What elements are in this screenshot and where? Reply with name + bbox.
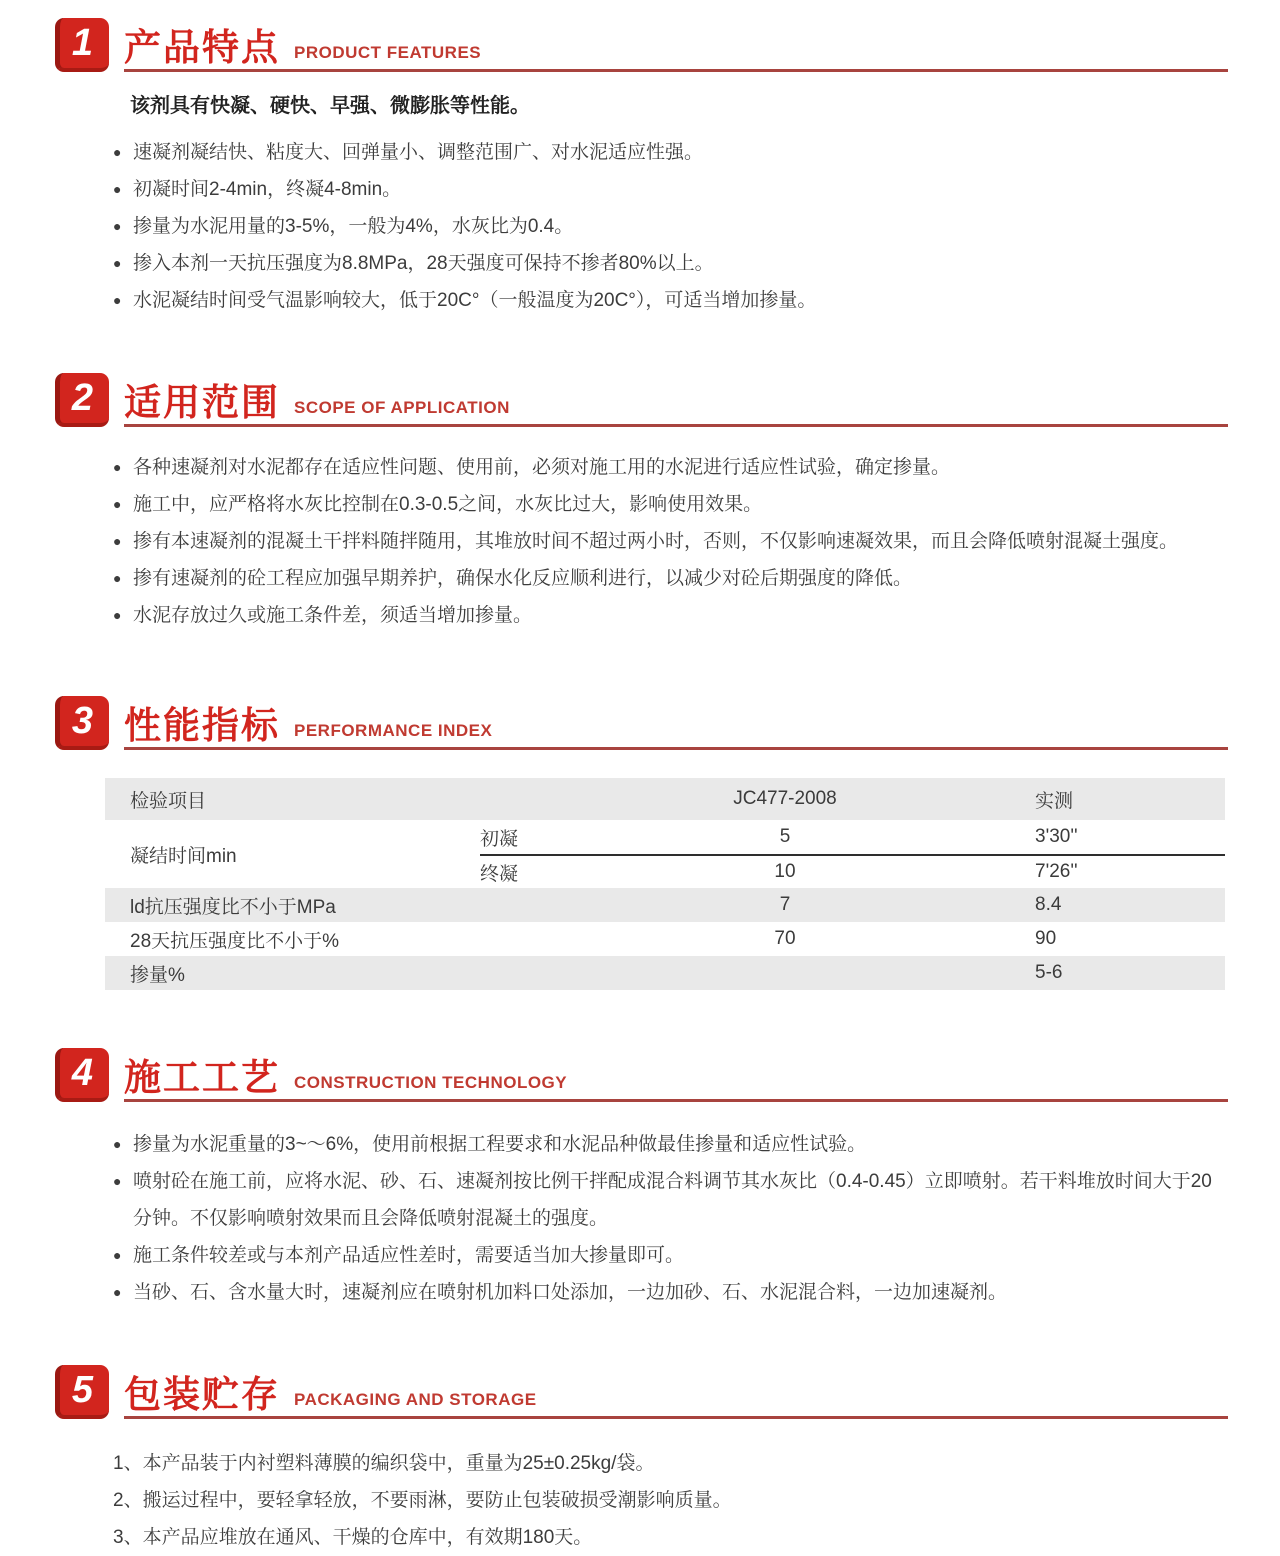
row-standard-value: 70 — [774, 928, 796, 949]
section-title-cn: 适用范围 — [124, 382, 280, 423]
bullet-item — [113, 449, 1225, 486]
bullet-text: 各种速凝剂对水泥都存在适应性问题、使用前，必须对施工用的水泥进行适应性试验，确定掺量。 — [133, 457, 951, 478]
section-number-badge — [55, 373, 109, 427]
performance-table — [105, 778, 1225, 990]
header-cell-item: 检验项目 — [130, 790, 207, 812]
subrow-measured-value: 7'26'' — [1035, 861, 1078, 882]
bullet-text: 当砂、石、含水量大时，速凝剂应在喷射机加料口处添加，一边加砂、石、水泥混合料，一边加速凝剂。 — [133, 1282, 1008, 1303]
row-label: ld抗压强度比不小于MPa — [130, 896, 336, 918]
bullet-text: 速凝剂凝结快、粘度大、回弹量小、调整范围广、对水泥适应性强。 — [133, 142, 704, 163]
features-bullet-list — [113, 134, 1225, 319]
bullet-text: 水泥凝结时间受气温影响较大，低于20C°（一般温度为20C°），可适当增加掺量。 — [133, 290, 817, 311]
bullet-item — [113, 1163, 1225, 1237]
section-title-en: PRODUCT FEATURES — [294, 43, 482, 62]
bullet-dot-icon: ● — [113, 1136, 122, 1152]
subrow-label: 初凝 — [480, 828, 519, 850]
bullet-item — [113, 208, 1225, 245]
section-title-en: SCOPE OF APPLICATION — [294, 398, 510, 417]
table-group-row-setting-time — [105, 820, 1225, 888]
bullet-dot-icon: ● — [113, 496, 122, 512]
section-title-underline — [124, 373, 1228, 427]
table-row — [105, 888, 1225, 922]
bullet-dot-icon: ● — [113, 144, 122, 160]
bullet-dot-icon: ● — [113, 1247, 122, 1263]
scope-bullet-list — [113, 449, 1225, 634]
subrow-label: 终凝 — [480, 863, 519, 885]
bullet-dot-icon: ● — [113, 1173, 122, 1189]
features-intro: 该剂具有快凝、硬快、早强、微膨胀等性能。 — [130, 95, 530, 117]
bullet-dot-icon: ● — [113, 181, 122, 197]
numbered-item: 3、本产品应堆放在通风、干燥的仓库中，有效期180天。 — [113, 1527, 593, 1548]
bullet-dot-icon: ● — [113, 218, 122, 234]
bullet-dot-icon: ● — [113, 1284, 122, 1300]
table-row — [105, 922, 1225, 956]
bullet-item — [113, 282, 1225, 319]
table-row — [105, 956, 1225, 990]
section-title-cn: 性能指标 — [124, 705, 280, 746]
table-subrow-initial-set — [480, 820, 1225, 854]
subrow-standard-value: 10 — [774, 861, 796, 882]
bullet-text: 水泥存放过久或施工条件差，须适当增加掺量。 — [133, 605, 533, 626]
construction-bullet-list — [113, 1126, 1225, 1311]
group-row-subrows — [480, 820, 1225, 888]
section-number: 1 — [71, 21, 94, 64]
section-title-en: PACKAGING AND STORAGE — [294, 1390, 537, 1409]
bullet-item — [113, 597, 1225, 634]
section-header — [55, 18, 1228, 72]
bullet-item — [113, 1237, 1225, 1274]
bullet-text: 掺量为水泥重量的3~～6%，使用前根据工程要求和水泥品种做最佳掺量和适应性试验。 — [133, 1134, 867, 1155]
section-header — [55, 373, 1228, 427]
packaging-list — [113, 1445, 1225, 1556]
bullet-dot-icon: ● — [113, 292, 122, 308]
bullet-item — [113, 560, 1225, 597]
bullet-text: 掺入本剂一天抗压强度为8.8MPa，28天强度可保持不掺者80%以上。 — [133, 253, 714, 274]
row-measured-value: 8.4 — [1035, 894, 1062, 915]
header-cell-standard: JC477-2008 — [733, 788, 837, 809]
row-measured-value: 90 — [1035, 928, 1057, 949]
section-title-en: PERFORMANCE INDEX — [294, 721, 493, 740]
numbered-item: 2、搬运过程中，要轻拿轻放，不要雨淋，要防止包装破损受潮影响质量。 — [113, 1490, 732, 1511]
bullet-item — [113, 1126, 1225, 1163]
table-subrow-final-set — [480, 854, 1225, 888]
table-header-row — [105, 778, 1225, 820]
bullet-dot-icon: ● — [113, 607, 122, 623]
section-title-en: CONSTRUCTION TECHNOLOGY — [294, 1073, 568, 1092]
section-construction-technology — [0, 1048, 1280, 1311]
bullet-item — [113, 1274, 1225, 1311]
section-title-underline — [124, 696, 1228, 750]
bullet-text: 掺有速凝剂的砼工程应加强早期养护，确保水化反应顺利进行，以减少对砼后期强度的降低。 — [133, 568, 913, 589]
section-number: 5 — [71, 1368, 94, 1411]
bullet-dot-icon: ● — [113, 533, 122, 549]
bullet-text: 施工中，应严格将水灰比控制在0.3-0.5之间，水灰比过大，影响使用效果。 — [133, 494, 763, 515]
section-number-badge — [55, 1365, 109, 1419]
section-number: 2 — [71, 376, 94, 419]
bullet-item — [113, 171, 1225, 208]
section-title-cn: 施工工艺 — [124, 1057, 280, 1098]
bullet-text: 掺有本速凝剂的混凝土干拌料随拌随用，其堆放时间不超过两小时，否则，不仅影响速凝效果，而且会降低喷射混凝土强度。 — [133, 531, 1179, 552]
bullet-dot-icon: ● — [113, 459, 122, 475]
section-header — [55, 1048, 1228, 1102]
section-header — [55, 1365, 1228, 1419]
section-title-cn: 包装贮存 — [124, 1374, 280, 1415]
bullet-text: 施工条件较差或与本剂产品适应性差时，需要适当加大掺量即可。 — [133, 1245, 685, 1266]
bullet-dot-icon: ● — [113, 570, 122, 586]
bullet-text: 初凝时间2-4min，终凝4-8min。 — [133, 179, 402, 200]
header-cell-measured: 实测 — [1035, 790, 1074, 812]
bullet-dot-icon: ● — [113, 255, 122, 271]
section-packaging-storage — [0, 1365, 1280, 1556]
row-measured-value: 5-6 — [1035, 962, 1063, 983]
section-performance-index — [0, 696, 1280, 990]
bullet-item — [113, 134, 1225, 171]
section-header — [55, 696, 1228, 750]
subrow-measured-value: 3'30'' — [1035, 826, 1078, 847]
subrow-standard-value: 5 — [779, 826, 791, 847]
section-scope-of-application — [0, 373, 1280, 634]
section-number-badge — [55, 696, 109, 750]
numbered-item: 1、本产品装于内衬塑料薄膜的编织袋中，重量为25±0.25kg/袋。 — [113, 1453, 655, 1474]
bullet-item — [113, 245, 1225, 282]
section-number: 4 — [71, 1051, 94, 1094]
section-title-underline — [124, 1048, 1228, 1102]
section-number: 3 — [71, 699, 94, 742]
row-label: 28天抗压强度比不小于% — [130, 930, 340, 952]
section-number-badge — [55, 18, 109, 72]
bullet-text: 喷射砼在施工前，应将水泥、砂、石、速凝剂按比例干拌配成混合料调节其水灰比（0.4-0.45）立即喷射。若干料堆放时间大于20分钟。不仅影响喷射效果而且会降低喷射混凝土的强度。 — [133, 1171, 1212, 1229]
group-row-label: 凝结时间min — [130, 845, 237, 867]
row-label: 掺量% — [130, 964, 185, 986]
bullet-item — [113, 523, 1225, 560]
section-product-features — [0, 18, 1280, 319]
bullet-text: 掺量为水泥用量的3-5%，一般为4%，水灰比为0.4。 — [133, 216, 574, 237]
section-number-badge — [55, 1048, 109, 1102]
section-title-underline — [124, 18, 1228, 72]
bullet-item — [113, 486, 1225, 523]
section-title-underline — [124, 1365, 1228, 1419]
row-standard-value: 7 — [779, 894, 791, 915]
section-title-cn: 产品特点 — [124, 27, 280, 68]
